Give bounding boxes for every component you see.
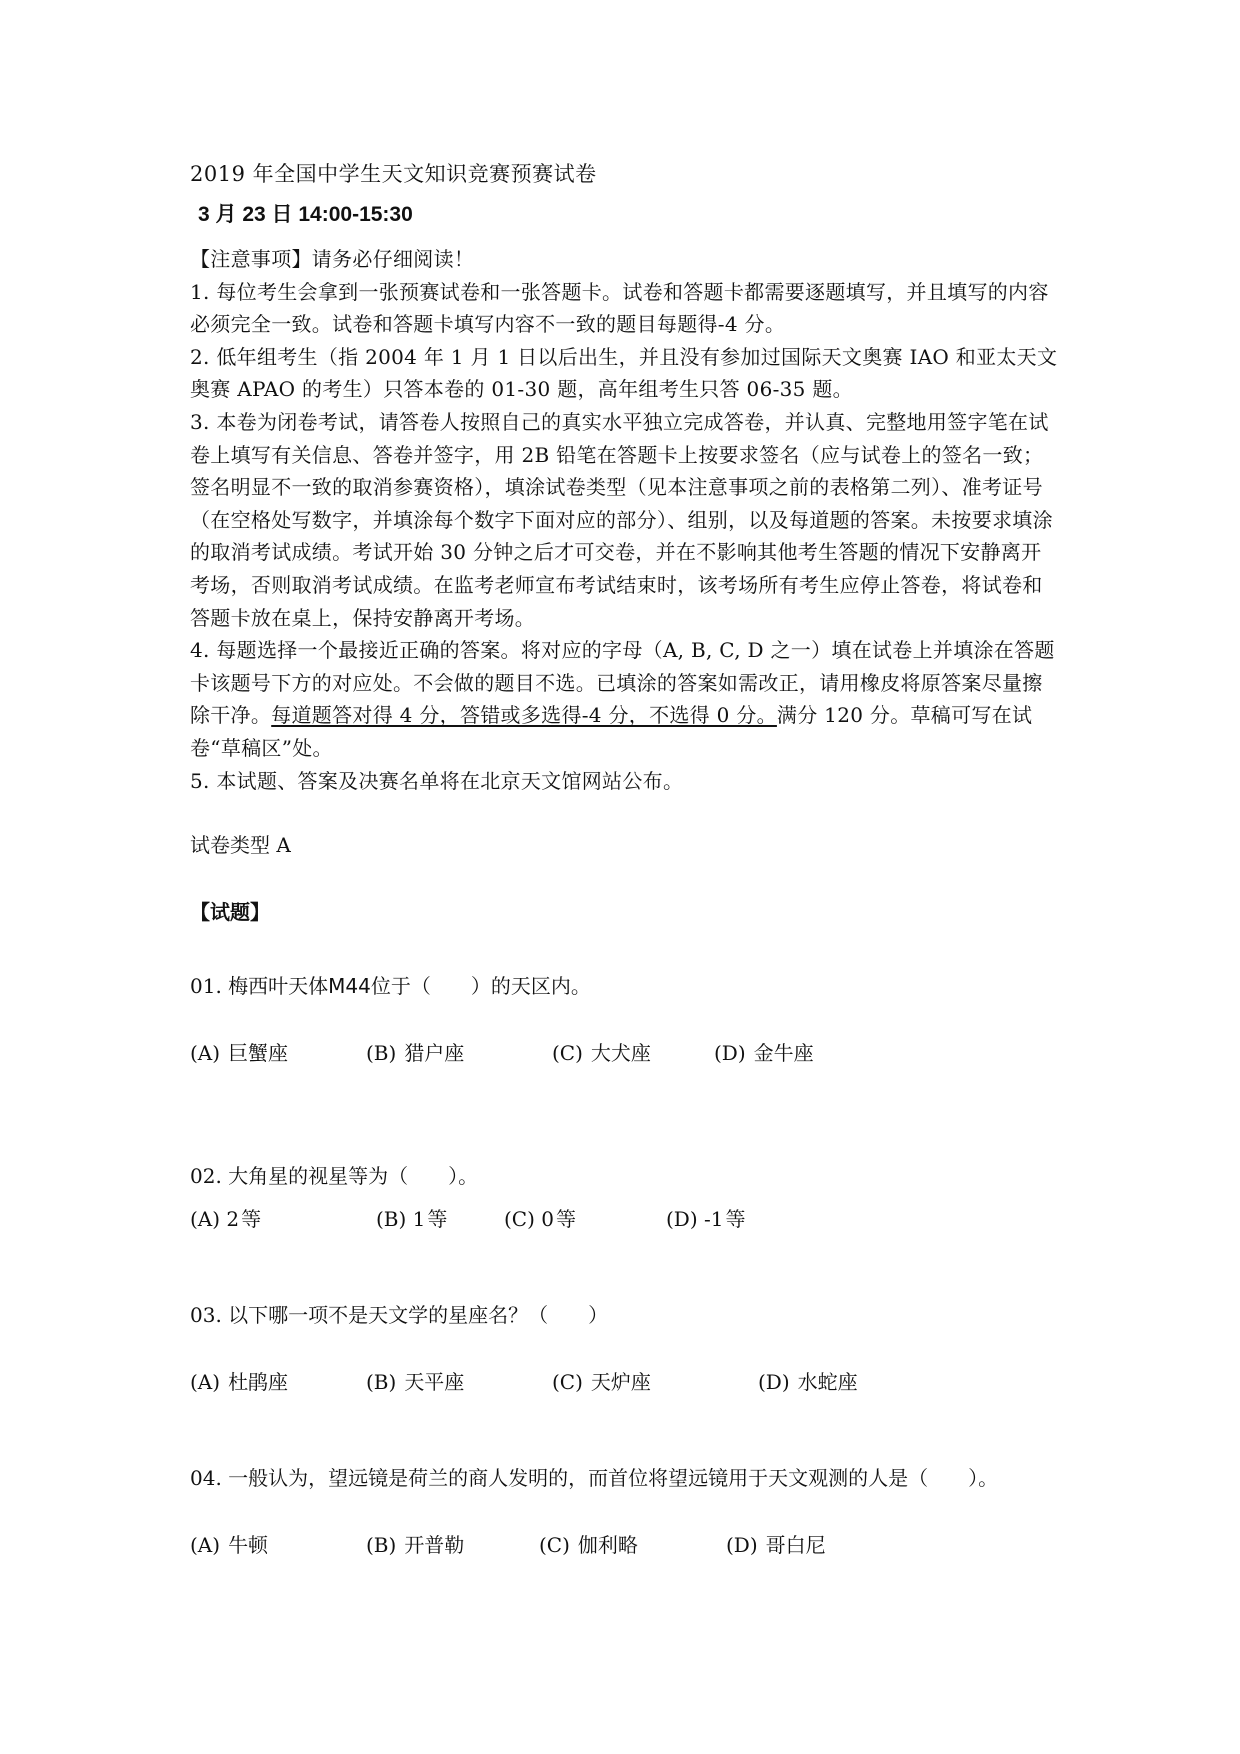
notes-heading: 【注意事项】请务必仔细阅读！ <box>190 247 475 271</box>
option-text: 等 <box>556 1207 576 1231</box>
question-number: 03. <box>190 1303 222 1327</box>
option-a <box>190 1203 261 1232</box>
option-text: 猎户座 <box>404 1041 465 1065</box>
option-b <box>366 1529 464 1558</box>
question-number: 01. <box>190 974 222 998</box>
question-text: 大角星的视星等为（ ）。 <box>228 1164 479 1188</box>
option-text: 哥白尼 <box>765 1533 826 1557</box>
option-text: 开普勒 <box>404 1533 465 1557</box>
option-text: 大犬座 <box>590 1041 651 1065</box>
option-label: (A) <box>190 1370 221 1394</box>
option-text: 等 <box>241 1207 262 1231</box>
options-03 <box>190 1366 1090 1396</box>
option-text: 等 <box>427 1207 448 1231</box>
question-03 <box>190 1299 608 1328</box>
note-item-4-start: 4. 每题选择一个最接近正确的答案。将对应的字母（A, B, C, D 之一）填在试卷上并填涂在答题卡该题号下方的对应处。不会做的题目不选。已填涂的答案如需改正，请用橡皮将原答案尽量擦除干净。 <box>190 638 1055 728</box>
section-title: 【试题】 <box>190 900 270 924</box>
option-label: (D) <box>726 1533 758 1557</box>
options-04 <box>190 1529 1090 1559</box>
option-label: (B) <box>366 1370 397 1394</box>
note-item-4 <box>190 634 1060 764</box>
note-item-4-end: 满分 120 分。草稿可写在试卷“草稿区”处。 <box>190 703 1033 760</box>
option-text: 天平座 <box>404 1370 465 1394</box>
question-number: 02. <box>190 1164 222 1188</box>
note-item-3: 3. 本卷为闭卷考试，请答卷人按照自己的真实水平独立完成答卷，并认真、完整地用签字笔在试卷上填写有关信息、答卷并签字，用 2B 铅笔在答题卡上按要求签名（应与试卷上的签名一致；签名明显不一致的取消参赛资格），填涂试卷类型（见本注意事项之前的表格第二列）、准考证号（在空格处写数字，并填涂每个数字下面对应的部分）、组别，以及每道题的答案。未按要求填涂的取消考试成绩。考试开始 30 分钟之后才可交卷，并在不影响其他考生答题的情况下安静离开考场，否则取消考试成绩。在监考老师宣布考试结束时，该考场所有考生应停止答卷，将试卷和答题卡放在桌上，保持安静离开考场。 <box>190 409 1053 630</box>
option-d <box>714 1037 814 1066</box>
option-label: (A) <box>190 1041 221 1065</box>
option-label: (A) <box>190 1533 221 1557</box>
option-label: (D) <box>758 1370 790 1394</box>
options-02 <box>190 1203 1090 1233</box>
option-text: 牛顿 <box>228 1533 269 1557</box>
option-d <box>666 1203 745 1232</box>
option-a <box>190 1366 288 1395</box>
question-number: 04. <box>190 1466 222 1490</box>
option-d <box>726 1529 826 1558</box>
option-text: 巨蟹座 <box>228 1041 289 1065</box>
paper-type: 试卷类型 A <box>190 833 291 857</box>
option-text: 伽利略 <box>577 1533 638 1557</box>
option-a <box>190 1529 268 1558</box>
question-text: 梅西叶天体M44位于（ ）的天区内。 <box>228 974 591 998</box>
question-02 <box>190 1160 478 1189</box>
option-text: 天炉座 <box>590 1370 651 1394</box>
option-b <box>366 1037 464 1066</box>
exam-title: 2019 年全国中学生天文知识竞赛预赛试卷 <box>190 162 597 186</box>
option-label: (D) <box>714 1041 746 1065</box>
option-b <box>376 1203 447 1232</box>
option-label: (C) <box>552 1370 583 1394</box>
note-item-5: 5. 本试题、答案及决赛名单将在北京天文馆网站公布。 <box>190 768 684 793</box>
option-label: (A) 2 <box>190 1207 240 1231</box>
question-04 <box>190 1462 998 1491</box>
option-b <box>366 1366 464 1395</box>
note-item-1: 1. 每位考生会拿到一张预赛试卷和一张答题卡。试卷和答题卡都需要逐题填写，并且填写的内容必须完全一致。试卷和答题卡填写内容不一致的题目每题得-4 分。 <box>190 279 1049 337</box>
option-label: (C) <box>552 1041 583 1065</box>
question-01 <box>190 970 591 999</box>
option-c <box>552 1366 651 1395</box>
option-label: (C) 0 <box>504 1207 554 1231</box>
option-a <box>190 1037 288 1066</box>
option-c <box>539 1529 638 1558</box>
exam-date-time: 3 月 23 日 14:00-15:30 <box>198 203 413 226</box>
option-text: 杜鹃座 <box>228 1370 289 1394</box>
option-label: (D) -1 <box>666 1207 724 1231</box>
question-text: 一般认为，望远镜是荷兰的商人发明的，而首位将望远镜用于天文观测的人是（ ）。 <box>228 1466 999 1490</box>
option-text: 等 <box>725 1207 746 1231</box>
option-d <box>758 1366 858 1395</box>
question-text: 以下哪一项不是天文学的星座名？（ ） <box>228 1303 609 1327</box>
option-label: (B) 1 <box>376 1207 426 1231</box>
notes-section <box>190 243 1060 797</box>
options-01 <box>190 1037 1090 1067</box>
option-label: (B) <box>366 1041 397 1065</box>
option-c <box>504 1203 576 1232</box>
scoring-rule: 每道题答对得 4 分，答错或多选得-4 分，不选得 0 分。 <box>271 703 777 728</box>
option-text: 金牛座 <box>753 1041 814 1065</box>
option-label: (B) <box>366 1533 397 1557</box>
option-c <box>552 1037 651 1066</box>
note-item-2: 2. 低年组考生（指 2004 年 1 月 1 日以后出生，并且没有参加过国际天文奥赛 IAO 和亚太天文奥赛 APAO 的考生）只答本卷的 01-30 题，高年组考生只答 06-35 题。 <box>190 344 1058 402</box>
option-label: (C) <box>539 1533 570 1557</box>
option-text: 水蛇座 <box>797 1370 858 1394</box>
